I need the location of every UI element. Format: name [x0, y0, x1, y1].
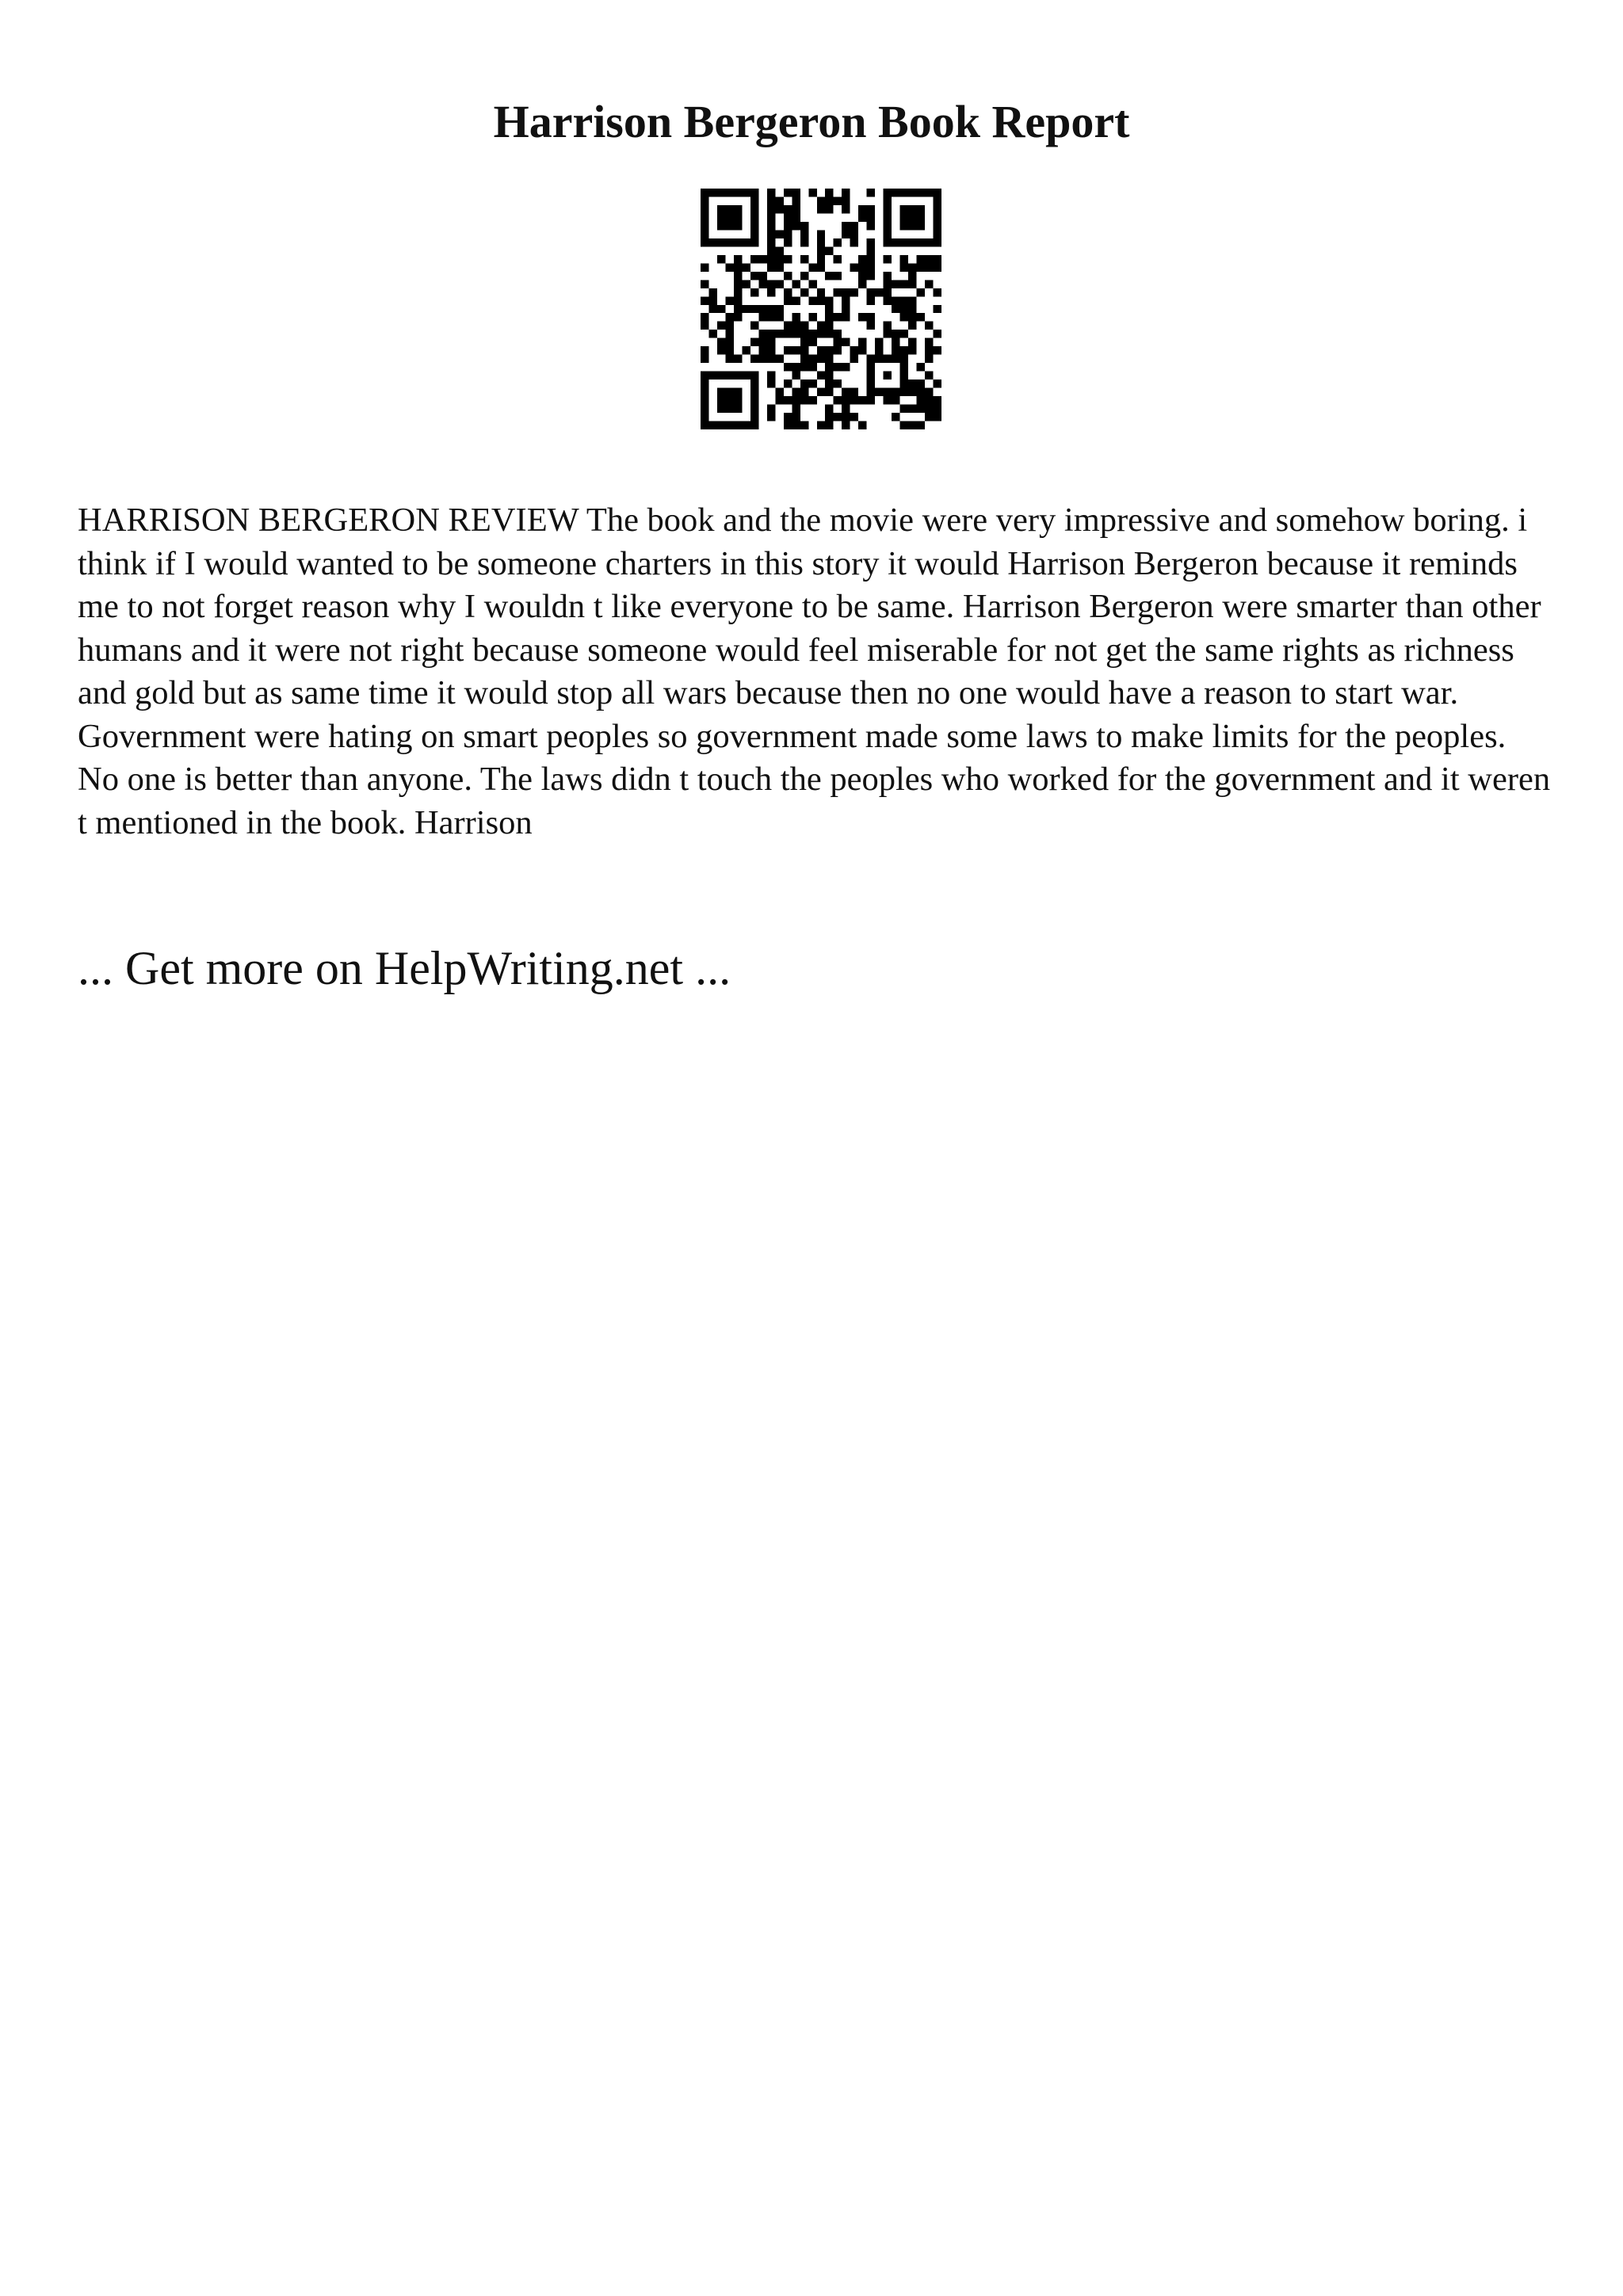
get-more-link[interactable]: ... Get more on HelpWriting.net ... [78, 942, 731, 994]
page-title: Harrison Bergeron Book Report [493, 96, 1130, 147]
review-text: HARRISON BERGERON REVIEW The book and the movie were very impressive and somehow boring. i think if I would wanted to be someone charters in this story it would Harrison Bergeron because it reminds me to not forget reason why I wouldn t like everyone to be same. Harrison Bergeron were smarter than other humans and it were not right because someone would feel miserable for not get the same rights as richness and gold but as same time it would stop all wars because then no one would have a reason to start war. Government were hating on smart peoples so government made some laws to make limits for the peoples. No one is better than anyone. The laws didn t touch the peoples who worked for the government and it weren t mentioned in the book. Harrison [78, 502, 1551, 841]
qr-code-icon [701, 189, 941, 429]
